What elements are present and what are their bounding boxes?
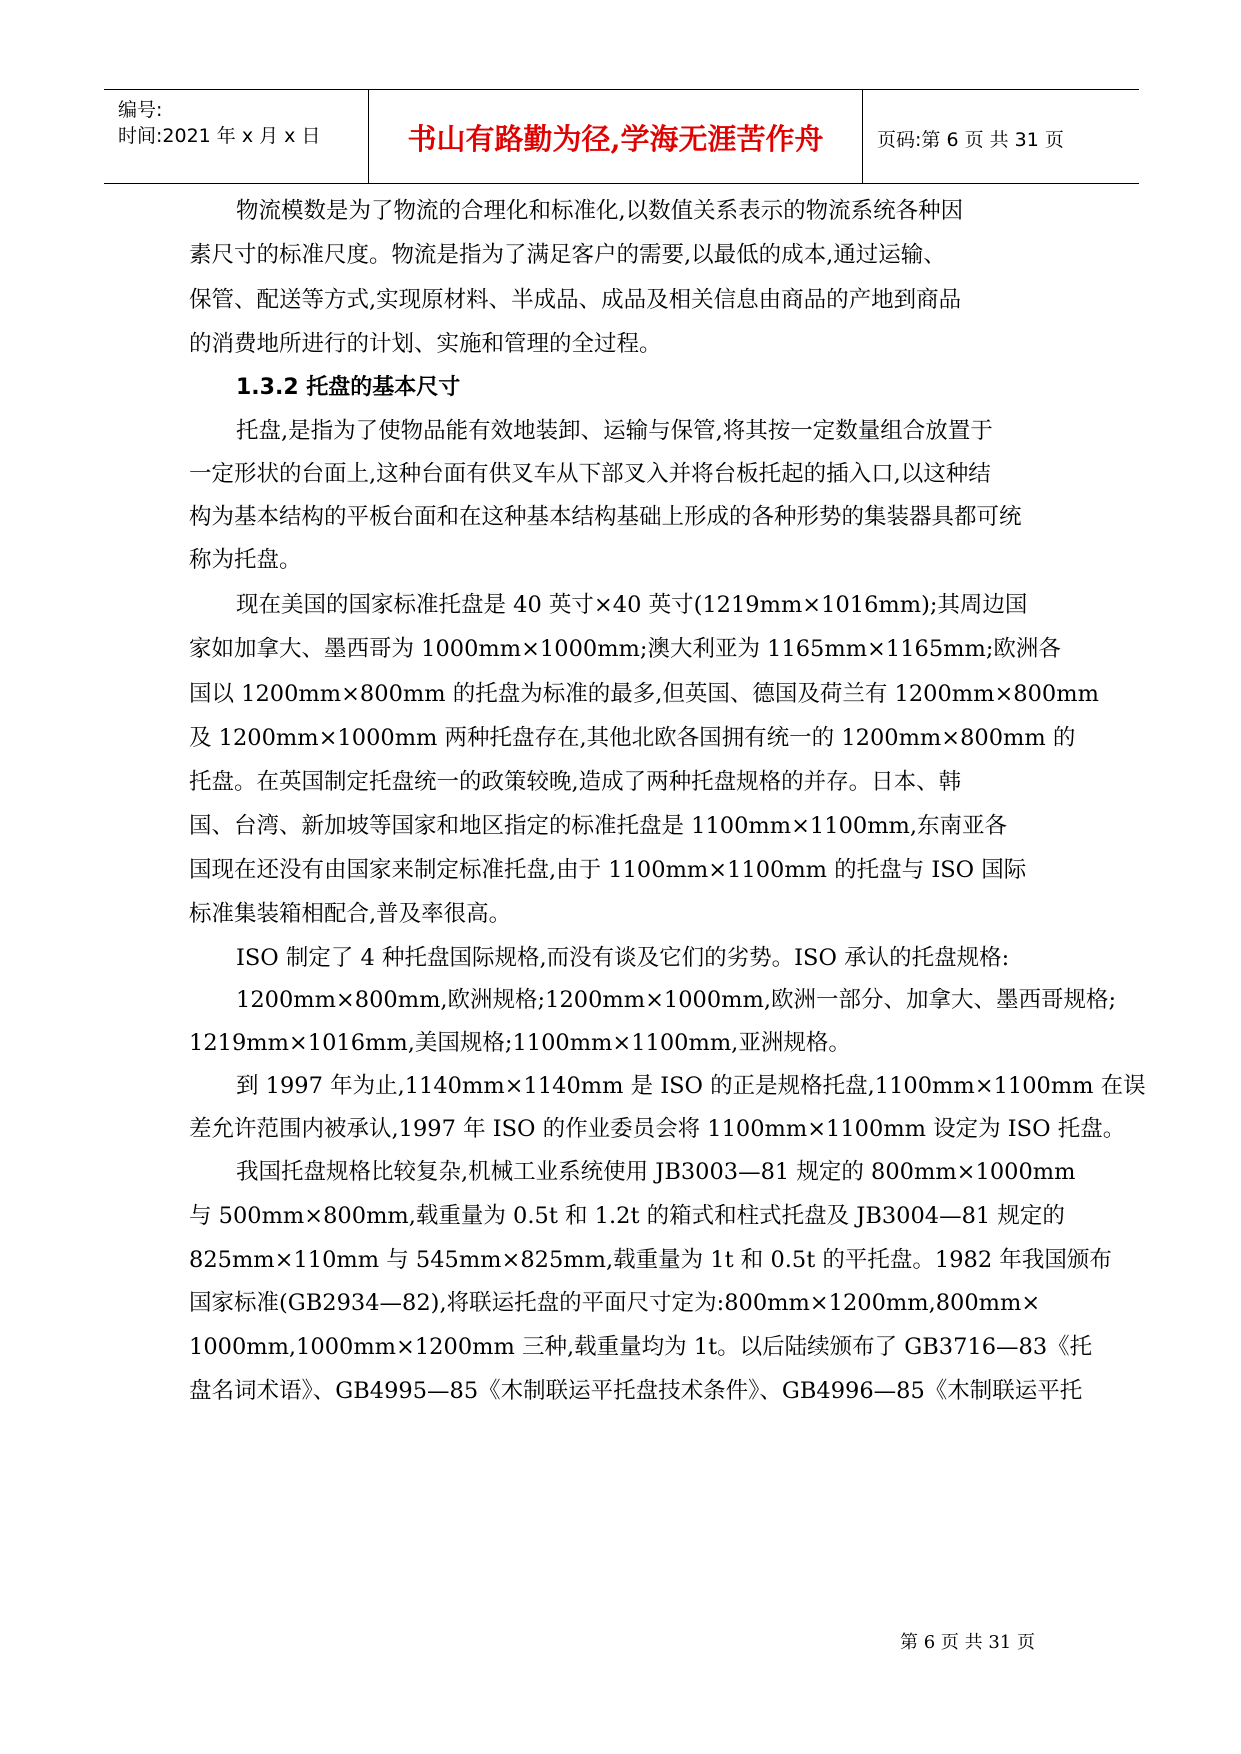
paragraph-line: 到 1997 年为止,1140mm×1140mm 是 ISO 的正是规格托盘,1100mm×1100mm 在误 bbox=[236, 1073, 1146, 1099]
paragraph-line: 825mm×110mm 与 545mm×825mm,载重量为 1t 和 0.5t 的平托盘。1982 年我国颁布 bbox=[189, 1247, 1112, 1273]
paragraph-line: 托盘。在英国制定托盘统一的政策较晚,造成了两种托盘规格的并存。日本、韩 bbox=[189, 769, 962, 795]
header-meta-cell bbox=[104, 90, 369, 183]
paragraph-line: 现在美国的国家标准托盘是 40 英寸×40 英寸(1219mm×1016mm);其周边国 bbox=[236, 592, 1028, 618]
header-table bbox=[104, 89, 1139, 184]
paragraph-line: 国、台湾、新加坡等国家和地区指定的标准托盘是 1100mm×1100mm,东南亚各 bbox=[189, 813, 1008, 839]
paragraph-line: 家如加拿大、墨西哥为 1000mm×1000mm;澳大利亚为 1165mm×1165mm;欧洲各 bbox=[189, 636, 1061, 662]
paragraph-line: 差允许范围内被承认,1997 年 ISO 的作业委员会将 1100mm×1100mm 设定为 ISO 托盘。 bbox=[189, 1116, 1126, 1142]
paragraph-line: 及 1200mm×1000mm 两种托盘存在,其他北欧各国拥有统一的 1200mm×800mm 的 bbox=[189, 725, 1076, 751]
paragraph-line: 与 500mm×800mm,载重量为 0.5t 和 1.2t 的箱式和柱式托盘及 JB3004—81 规定的 bbox=[189, 1203, 1065, 1229]
paragraph-line: ISO 制定了 4 种托盘国际规格,而没有谈及它们的劣势。ISO 承认的托盘规格: bbox=[236, 945, 1010, 971]
section-heading: 1.3.2 托盘的基本尺寸 bbox=[236, 375, 461, 400]
paragraph-line: 一定形状的台面上,这种台面有供叉车从下部叉入并将台板托起的插入口,以这种结 bbox=[189, 461, 991, 487]
header-motto: 书山有路勤为径,学海无涯苦作舟 bbox=[407, 122, 824, 156]
paragraph-line: 国家标准(GB2934—82),将联运托盘的平面尺寸定为:800mm×1200mm,800mm× bbox=[189, 1290, 1041, 1316]
paragraph-line: 托盘,是指为了使物品能有效地装卸、运输与保管,将其按一定数量组合放置于 bbox=[236, 418, 993, 444]
paragraph-line: 的消费地所进行的计划、实施和管理的全过程。 bbox=[189, 331, 662, 357]
document-number-label: 编号: bbox=[118, 99, 163, 121]
paragraph-line: 1219mm×1016mm,美国规格;1100mm×1100mm,亚洲规格。 bbox=[189, 1030, 851, 1056]
header-page-label: 页码:第 6 页 共 31 页 bbox=[877, 129, 1064, 151]
paragraph-line: 1000mm,1000mm×1200mm 三种,载重量均为 1t。以后陆续颁布了 GB3716—83《托 bbox=[189, 1334, 1093, 1360]
header-page-cell bbox=[863, 90, 1139, 183]
header-motto-cell bbox=[369, 90, 863, 183]
document-time-label: 时间:2021 年 x 月 x 日 bbox=[118, 125, 321, 147]
paragraph-line: 素尺寸的标准尺度。物流是指为了满足客户的需要,以最低的成本,通过运输、 bbox=[189, 242, 946, 268]
paragraph-line: 1200mm×800mm,欧洲规格;1200mm×1000mm,欧洲一部分、加拿大、墨西哥规格; bbox=[236, 987, 1117, 1013]
paragraph-line: 称为托盘。 bbox=[189, 547, 302, 573]
paragraph-line: 保管、配送等方式,实现原材料、半成品、成品及相关信息由商品的产地到商品 bbox=[189, 287, 962, 313]
paragraph-line: 国以 1200mm×800mm 的托盘为标准的最多,但英国、德国及荷兰有 1200mm×800mm bbox=[189, 681, 1099, 707]
paragraph-line: 我国托盘规格比较复杂,机械工业系统使用 JB3003—81 规定的 800mm×1000mm bbox=[236, 1159, 1076, 1185]
paragraph-line: 盘名词术语》、GB4995—85《木制联运平托盘技术条件》、GB4996—85《木制联运平托 bbox=[189, 1378, 1083, 1404]
paragraph-line: 标准集装箱相配合,普及率很高。 bbox=[189, 901, 512, 927]
page-footer: 第 6 页 共 31 页 bbox=[900, 1632, 1035, 1653]
paragraph-line: 国现在还没有由国家来制定标准托盘,由于 1100mm×1100mm 的托盘与 ISO 国际 bbox=[189, 857, 1027, 883]
paragraph-line: 构为基本结构的平板台面和在这种基本结构基础上形成的各种形势的集装器具都可统 bbox=[189, 504, 1022, 530]
paragraph-line: 物流模数是为了物流的合理化和标准化,以数值关系表示的物流系统各种因 bbox=[236, 198, 964, 224]
